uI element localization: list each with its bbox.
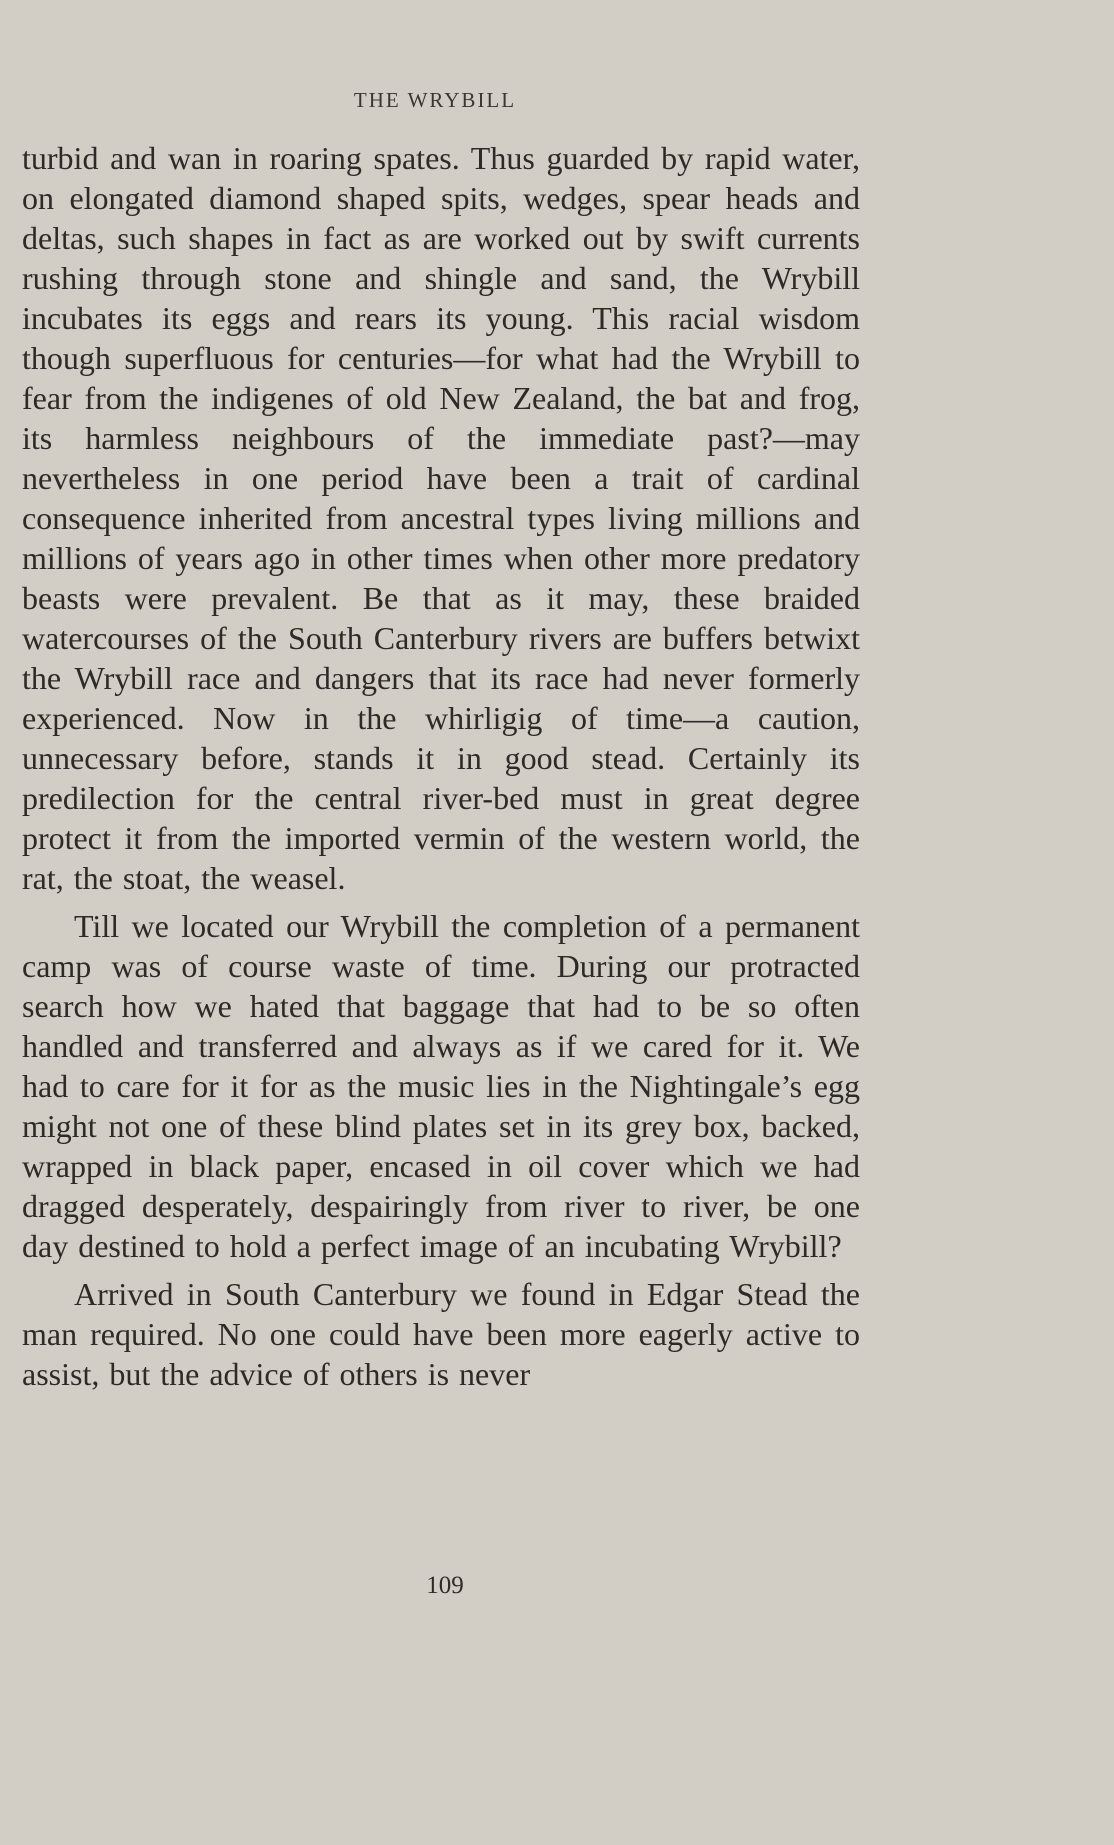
- page-number: 109: [426, 1572, 464, 1599]
- paragraph-2: Till we located our Wrybill the completion of a permanent camp was of course waste of time. During our protracted search how we hated that baggage that had to be so often handled and transferred and always as if we cared for it. We had to care for it for as the music lies in the Nightingale’s egg might not one of these blind plates set in its grey box, backed, wrapped in black paper, encased in oil cover which we had dragged desperately, despairingly from river to river, be one day destined to hold a perfect image of an incubating Wrybill?: [22, 908, 860, 1264]
- paragraph-3: Arrived in South Canterbury we found in Edgar Stead the man required. No one could have been more eagerly active to assist, but the advice of others is never: [22, 1276, 860, 1392]
- paragraph-1: turbid and wan in roaring spates. Thus guarded by rapid water, on elongated diamond shaped spits, wedges, spear heads and deltas, such shapes in fact as are worked out by swift currents rushing through stone and shingle and sand, the Wrybill incubates its eggs and rears its young. This racial wisdom though superfluous for centuries—for what had the Wrybill to fear from the indigenes of old New Zealand, the bat and frog, its harmless neighbours of the immediate past?—may nevertheless in one period have been a trait of cardinal consequence inherited from ancestral types living millions and millions of years ago in other times when other more predatory beasts were prevalent. Be that as it may, these braided watercourses of the South Canterbury rivers are buffers betwixt the Wrybill race and dangers that its race had never formerly experienced. Now in the whirligig of time—a caution, unnecessary before, stands it in good stead. Certainly its predilection for the central river-bed must in great degree protect it from the imported vermin of the western world, the rat, the stoat, the weasel.: [22, 140, 860, 896]
- body-text: [22, 138, 860, 1394]
- running-head: THE WRYBILL: [353, 88, 517, 112]
